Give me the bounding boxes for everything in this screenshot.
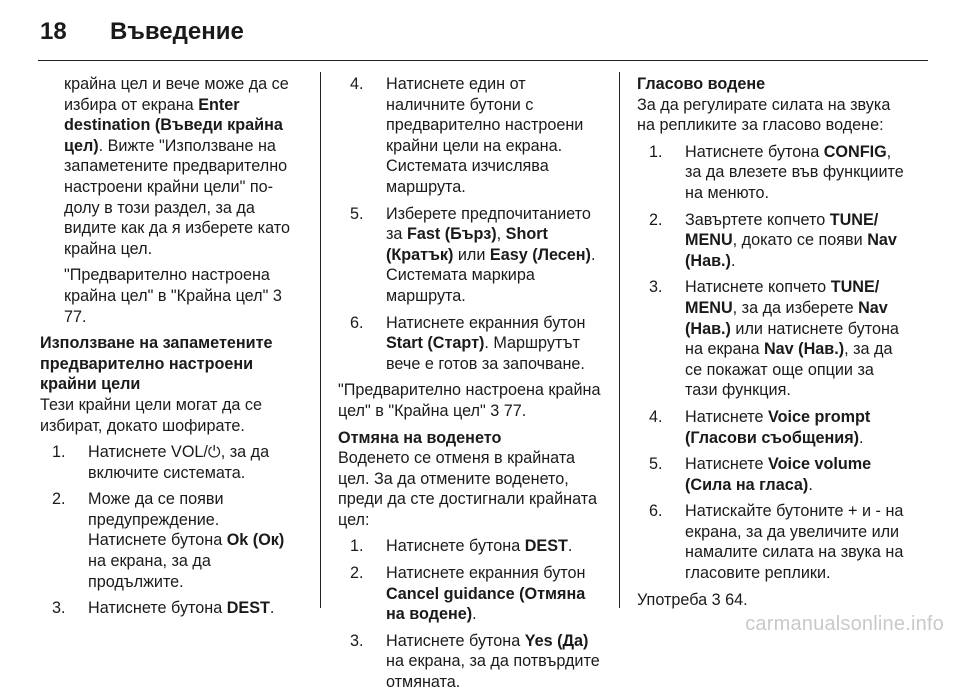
page-reference-icon: 3 — [490, 401, 500, 420]
list-item — [338, 631, 606, 693]
page-header — [40, 18, 244, 46]
step-number: 1. — [350, 537, 364, 556]
step-text: Натиснете VOL/⏻, за да включите системата. — [88, 443, 270, 482]
list-item — [338, 536, 606, 557]
list-item — [338, 204, 606, 307]
step-text: Натиснете екранния бутон Cancel guidance (Отмяна на водене). — [386, 564, 586, 624]
bold-term: TUNE/ MENU — [685, 278, 880, 317]
step-number: 6. — [350, 313, 364, 332]
step-list — [40, 442, 302, 619]
list-item — [338, 563, 606, 625]
list-item — [637, 407, 909, 448]
bold-term: Cancel guidance (Отмяна на водене) — [386, 584, 586, 624]
column-3 — [637, 74, 909, 610]
paragraph: "Предварително настроена крайна цел" в "Крайна цел" 3 77. — [64, 266, 282, 326]
page-reference-icon: 3 — [272, 286, 282, 305]
bold-term: CONFIG — [823, 142, 887, 161]
step-list — [338, 74, 606, 374]
power-icon: ⏻ — [207, 443, 221, 462]
paragraph: Воденето се отменя в крайната цел. За да отмените воденето, преди да сте достигнали крайната цел: — [338, 449, 597, 529]
step-text: Натиснете бутона Yes (Да) на екрана, за да потвърдите отмяната. — [386, 631, 600, 692]
list-item — [637, 501, 909, 583]
list-item — [40, 489, 302, 592]
step-text: Натиснете копчето TUNE/ MENU, за да изберете Nav (Нав.) или натиснете бутона на екрана Nav (Нав.), за да се покажат още опции за тази функция. — [685, 278, 899, 400]
column-1 — [40, 74, 302, 619]
bold-term: Nav (Нав.) — [685, 231, 897, 270]
section-heading: Гласово водене — [637, 75, 766, 93]
step-number: 3. — [52, 599, 66, 618]
step-number: 2. — [52, 490, 66, 509]
bold-term: Nav (Нав.) — [685, 298, 888, 338]
step-number: 3. — [350, 631, 364, 650]
list-item — [637, 277, 909, 401]
bold-term: DEST — [226, 599, 270, 618]
section-heading: Използване на запаметените предварително настроени крайни цели — [40, 334, 273, 394]
list-item — [40, 442, 302, 483]
step-number: 4. — [350, 75, 364, 93]
step-number: 2. — [649, 210, 663, 229]
step-text: Натиснете екранния бутон Start (Старт). Маршрутът вече е готов за започване. — [386, 313, 586, 373]
bold-term: Nav (Нав.) — [763, 340, 845, 359]
step-text: Натиснете Voice prompt (Гласови съобщения). — [685, 407, 871, 447]
paragraph: крайна цел и вече може да се избира от екрана Enter destination (Въведи крайна цел). Вижте "Използване на запаметените предварително настроени крайни цели" по-долу в този раздел, за да видите как да я изберете като крайна цел. — [64, 75, 290, 258]
step-number: 2. — [350, 564, 364, 583]
list-item — [637, 210, 909, 272]
section-heading: Отмяна на воденето — [338, 428, 502, 447]
paragraph: Употреба 3 64. — [637, 590, 748, 609]
step-number: 1. — [649, 142, 663, 161]
bold-term: TUNE/ MENU — [685, 210, 879, 250]
paragraph: "Предварително настроена крайна цел" в "Крайна цел" 3 77. — [338, 381, 601, 420]
step-text: Натиснете бутона DEST. — [88, 599, 275, 618]
step-text: Натиснете един от наличните бутони с предварително настроени крайни цели на екрана. Системата изчислява маршрута. — [386, 75, 584, 196]
bold-term: Voice prompt (Гласови съобщения) — [685, 407, 871, 447]
list-item — [40, 598, 302, 619]
column-divider-2 — [619, 72, 620, 608]
paragraph: Тези крайни цели могат да се избират, докато шофирате. — [40, 395, 263, 435]
list-item — [338, 74, 606, 198]
step-text: Завъртете копчето TUNE/ MENU, докато се появи Nav (Нав.). — [685, 210, 897, 270]
bold-term: Fast (Бърз) — [406, 225, 497, 244]
step-number: 6. — [649, 502, 663, 521]
step-text: Натиснете бутона DEST. — [386, 537, 573, 556]
step-text: Изберете предпочитанието за Fast (Бърз), Short (Кратък) или Easy (Лесен). Системата маркира маршрута. — [386, 204, 596, 305]
header-rule — [38, 60, 928, 61]
bold-term: Enter destination (Въведи крайна цел) — [64, 95, 283, 155]
watermark: carmanualsonline.info — [745, 613, 944, 635]
step-number: 1. — [52, 443, 66, 462]
list-item — [637, 142, 909, 204]
page-number: 18 — [40, 18, 67, 45]
bold-term: Yes (Да) — [524, 631, 589, 650]
step-list — [338, 536, 606, 692]
bold-term: Voice volume (Сила на гласа) — [685, 455, 872, 494]
bold-term: Ok (Ок) — [226, 531, 285, 550]
bold-term: DEST — [524, 537, 568, 556]
bold-term: Start (Старт) — [386, 334, 485, 353]
column-2 — [338, 74, 606, 693]
step-text: Натискайте бутоните + и - на екрана, за да увеличите или намалите силата на звука на гласовите реплики. — [685, 502, 904, 583]
step-number: 4. — [649, 407, 663, 426]
bold-term: Easy (Лесен) — [489, 245, 591, 264]
paragraph: За да регулирате силата на звука на репликите за гласово водене: — [637, 95, 891, 135]
step-text: Натиснете бутона CONFIG, за да влезете във функциите на менюто. — [685, 142, 904, 202]
step-list — [637, 142, 909, 584]
step-number: 5. — [649, 455, 663, 474]
list-item — [637, 454, 909, 495]
step-text: Може да се появи предупреждение. Натиснете бутона Ok (Ок) на екрана, за да продължите. — [88, 490, 285, 591]
step-text: Натиснете Voice volume (Сила на гласа). — [685, 455, 872, 494]
step-number: 3. — [649, 278, 663, 297]
column-divider-1 — [320, 72, 321, 608]
step-number: 5. — [350, 204, 364, 223]
page-title: Въведение — [110, 18, 244, 45]
page-reference-icon: 3 — [711, 590, 721, 609]
list-item — [338, 313, 606, 375]
bold-term: Short (Кратък) — [386, 225, 548, 264]
